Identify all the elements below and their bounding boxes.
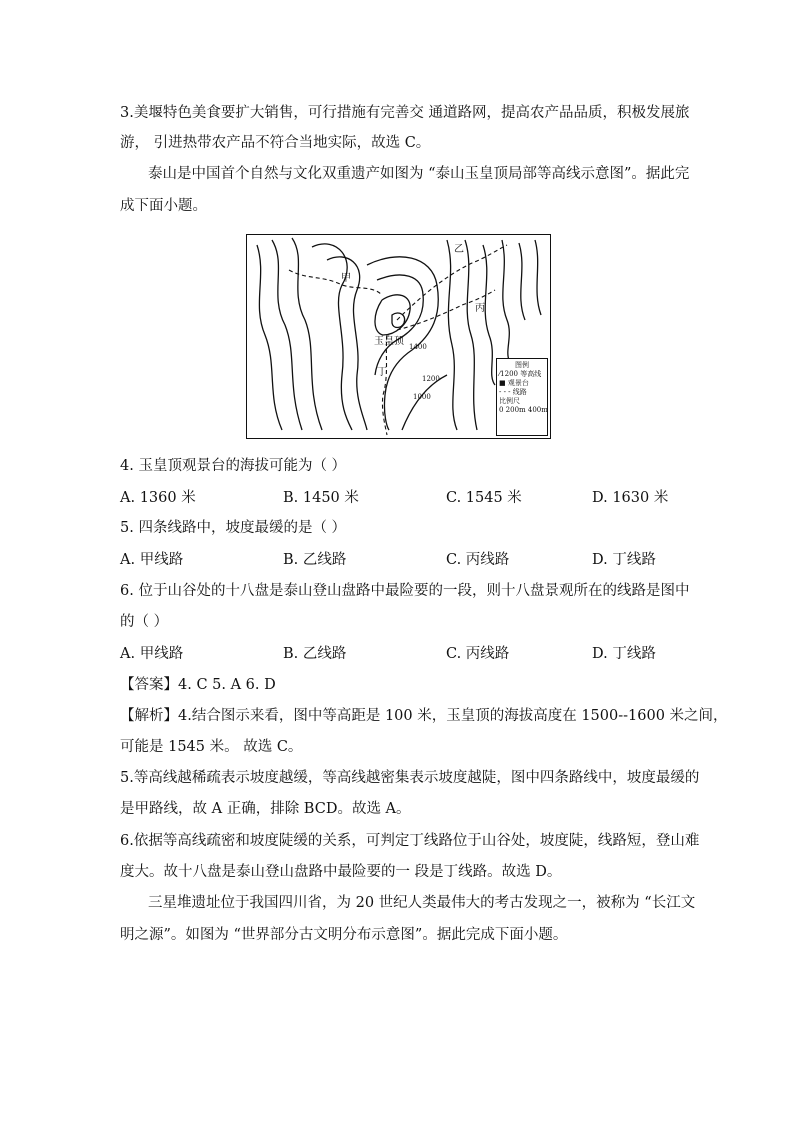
route-label-ding: 丁 [377, 367, 387, 378]
q5-option-c: C. 丙线路 [446, 552, 510, 568]
q4-stem: 4. 玉皇顶观景台的海拔可能为（ ） [120, 458, 347, 474]
sanxingdui-intro-line2: 明之源”。如图为 “世界部分古文明分布示意图”。据此完成下面小题。 [120, 927, 568, 943]
q6-option-d: D. 丁线路 [592, 646, 656, 662]
legend-contour: ⁄1200 等高线 [499, 370, 542, 378]
analysis-line6: 度大。故十八盘是泰山登山盘路中最险要的一 段是丁线路。故选 D。 [120, 864, 562, 880]
contour-label-1200: 1200 [422, 375, 440, 383]
q4-option-c: C. 1545 米 [446, 490, 522, 506]
analysis-line1: 【解析】4.结合图示来看，图中等高距是 100 米，玉皇顶的海拔高度在 1500--1600 米之间， [120, 708, 728, 724]
q4-option-a: A. 1360 米 [120, 490, 196, 506]
map-legend [496, 358, 548, 436]
contour-map-figure [246, 234, 551, 439]
route-label-yi: 乙 [454, 244, 464, 255]
legend-route: - - - 线路 [499, 388, 527, 396]
q3-explanation-line1: 3.美堰特色美食要扩大销售，可行措施有完善交 通道路网，提高农产品品质，积极发展旅 [120, 105, 690, 121]
legend-scale-title: 比例尺 [499, 397, 520, 405]
analysis-line4: 是甲路线，故 A 正确，排除 BCD。故选 A。 [120, 801, 411, 817]
sanxingdui-intro-line1: 三星堆遗址位于我国四川省，为 20 世纪人类最伟大的考古发现之一，被称为 “长江文 [148, 895, 696, 911]
analysis-line2: 可能是 1545 米。 故选 C。 [120, 739, 303, 755]
taishan-intro-line2: 成下面小题。 [120, 198, 207, 214]
q5-option-b: B. 乙线路 [283, 552, 347, 568]
contour-label-1400: 1400 [409, 343, 427, 351]
q6-stem-line2: 的（ ） [120, 614, 169, 630]
peak-label: 玉皇顶 [374, 336, 404, 347]
route-label-jia: 甲 [341, 273, 351, 284]
q5-option-a: A. 甲线路 [120, 552, 184, 568]
route-label-bing: 丙 [475, 303, 485, 314]
q6-option-c: C. 丙线路 [446, 646, 510, 662]
q4-option-b: B. 1450 米 [283, 490, 359, 506]
q4-option-d: D. 1630 米 [592, 490, 669, 506]
answer-line: 【答案】4. C 5. A 6. D [120, 677, 276, 693]
taishan-intro-line1: 泰山是中国首个自然与文化双重遗产如图为 “泰山玉皇顶局部等高线示意图”。据此完 [148, 166, 690, 182]
contour-label-1000: 1000 [413, 393, 431, 401]
q6-stem-line1: 6. 位于山谷处的十八盘是泰山登山盘路中最险要的一段，则十八盘景观所在的线路是图中 [120, 583, 690, 599]
analysis-line3: 5.等高线越稀疏表示坡度越缓，等高线越密集表示坡度越陡，图中四条路线中，坡度最缓的 [120, 770, 700, 786]
legend-viewpoint: ■ 观景台 [499, 379, 529, 387]
q5-option-d: D. 丁线路 [592, 552, 656, 568]
legend-scale: 0 200m 400m [499, 406, 548, 414]
legend-title: 图例 [515, 361, 529, 369]
analysis-line5: 6.依据等高线疏密和坡度陡缓的关系，可判定丁线路位于山谷处，坡度陡，线路短，登山难 [120, 833, 700, 849]
q6-option-a: A. 甲线路 [120, 646, 184, 662]
q5-stem: 5. 四条线路中，坡度最缓的是（ ） [120, 520, 347, 536]
q3-explanation-line2: 游， 引进热带农产品不符合当地实际，故选 C。 [120, 135, 431, 151]
q6-option-b: B. 乙线路 [283, 646, 347, 662]
